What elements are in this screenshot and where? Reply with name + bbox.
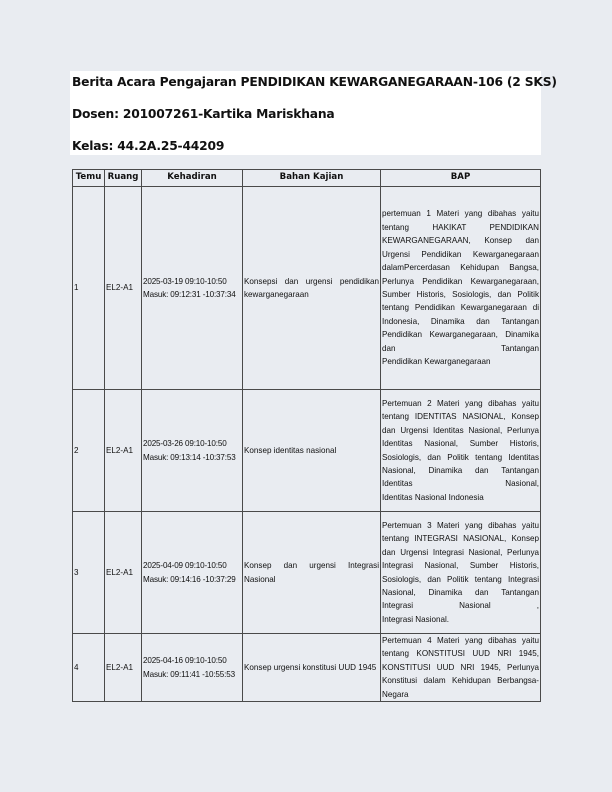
room-cell: EL2-A1 [105,187,142,390]
bap-text-last-line: Integrasi Nasional. [382,614,450,624]
lecturer-line: Dosen: 201007261-Kartika Mariskhana [72,107,335,121]
room-cell: EL2-A1 [105,390,142,512]
meeting-number: 3 [73,512,105,634]
bap-text-last-line: Identitas Nasional Indonesia [382,492,484,502]
bap-cell [381,512,541,634]
column-header-kehadiran: Kehadiran [142,170,243,187]
topic-cell: Konsep identitas nasional [243,390,381,512]
class-line: Kelas: 44.2A.25-44209 [72,139,225,153]
attendance-cell [142,390,243,512]
bap-text-last-line: Pendidikan Kewarganegaraan [382,357,491,367]
check-in-time: Masuk: 09:11:41 -10:55:53 [143,669,235,679]
topic-cell: Konsep dan urgensi Integrasi Nasional [243,512,381,634]
bap-text: Pertemuan 2 Materi yang dibahas yaitu tentang IDENTITAS NASIONAL, Konsep dan Urgensi Identitas Nasional, Perlunya Identitas Nasional, Sumber Historis, Sosiologis, dan Politik tentang Identitas Nasional, Dinamika dan Tantangan Identitas Nasional, [382,398,539,489]
attendance-cell [142,634,243,702]
column-header-temu: Temu [73,170,105,187]
attendance-cell [142,512,243,634]
room-cell: EL2-A1 [105,634,142,702]
topic-cell: Konsep urgensi konstitusi UUD 1945 [243,634,381,702]
bap-text: Pertemuan 3 Materi yang dibahas yaitu tentang INTEGRASI NASIONAL, Konsep dan Urgensi Integrasi Nasional, Perlunya Integrasi Nasional, Sumber Historis, Sosiologis, dan Politik tentang Integrasi Nasional, Dinamika dan Tantangan Integrasi Nasional , [382,520,539,611]
schedule-time: 2025-03-26 09:10-10:50 [143,439,227,449]
schedule-time: 2025-04-16 09:10-10:50 [143,656,227,666]
report-title: Berita Acara Pengajaran PENDIDIKAN KEWARGANEGARAAN-106 (2 SKS) [72,75,557,89]
attendance-table [72,169,541,702]
meeting-number: 4 [73,634,105,702]
column-header-ruang: Ruang [105,170,142,187]
topic-cell: Konsepsi dan urgensi pendidikan kewarganegaraan [243,187,381,390]
bap-cell [381,634,541,702]
schedule-time: 2025-03-19 09:10-10:50 [143,276,227,286]
meeting-number: 2 [73,390,105,512]
report-header [70,71,557,155]
table-row [73,390,541,512]
bap-cell [381,187,541,390]
bap-text: Pertemuan 4 Materi yang dibahas yaitu tentang KONSTITUSI UUD NRI 1945, KONSTITUSI UUD NRI 1945, Perlunya Konstitusi dalam Kehidupan Berbangsa-Negara [382,636,539,699]
column-header-bahan-kajian: Bahan Kajian [243,170,381,187]
attendance-cell [142,187,243,390]
bap-text: pertemuan 1 Materi yang dibahas yaitu tentang HAKIKAT PENDIDIKAN KEWARGANEGARAAN, Konsep dan Urgensi Pendidikan Kewarganegaraan dalamPercerdasan Kehidupan Bangsa, Perlunya Pendidikan Kewarganegaraan, Sumber Historis, Sosiologis, dan Politik tentang Pendidikan Kewarganegaraan di Indonesia, Dinamika dan Tantangan Pendidikan Kewarganegaraan, Dinamika dan Tantangan [382,209,539,353]
room-cell: EL2-A1 [105,512,142,634]
schedule-time: 2025-04-09 09:10-10:50 [143,561,227,571]
check-in-time: Masuk: 09:13:14 -10:37:53 [143,452,236,462]
table-row [73,512,541,634]
table-row [73,634,541,702]
check-in-time: Masuk: 09:14:16 -10:37:29 [143,574,236,584]
check-in-time: Masuk: 09:12:31 -10:37:34 [143,290,236,299]
table-row [73,187,541,390]
meeting-number: 1 [73,187,105,390]
bap-cell [381,390,541,512]
column-header-bap: BAP [381,170,541,187]
table-header-row [73,170,541,187]
